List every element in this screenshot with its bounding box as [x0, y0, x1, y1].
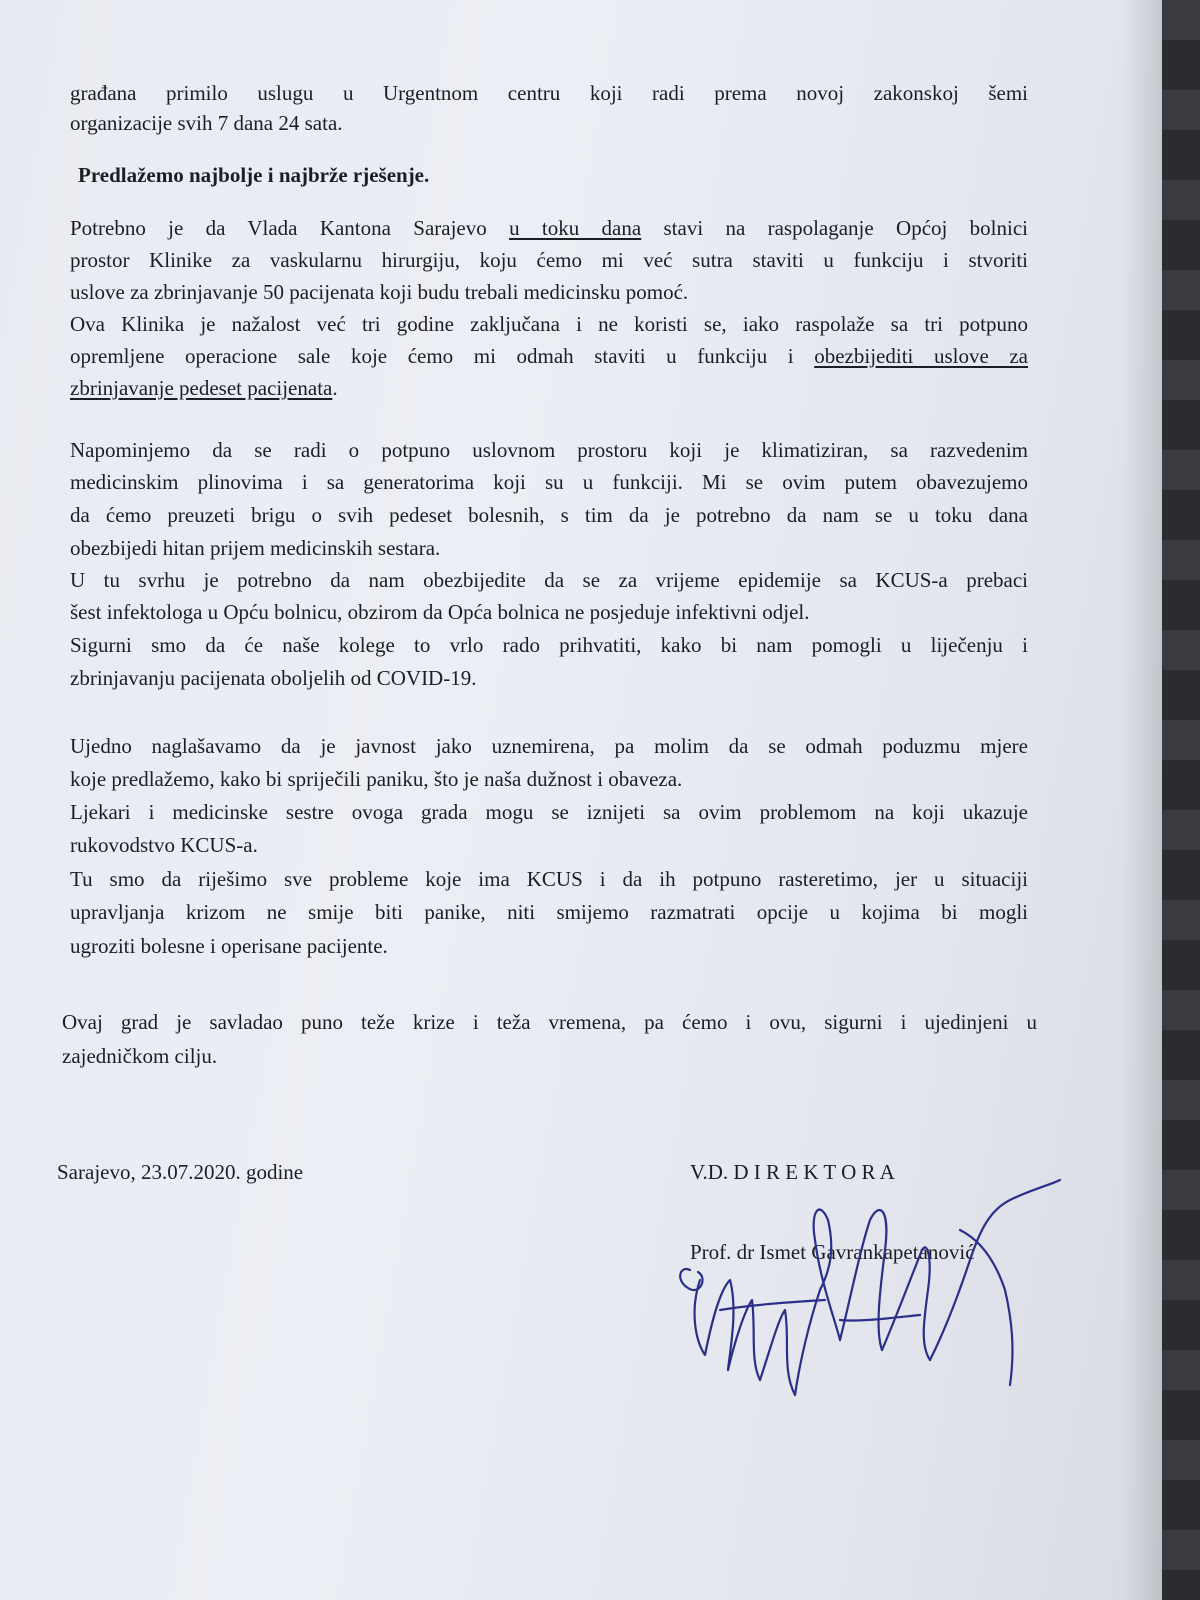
paragraph-1-line-2: prostor Klinike za vaskularnu hirurgiju, koju ćemo mi već sutra staviti u funkciju i stvoriti — [70, 248, 1028, 272]
paragraph-1-line-3: uslove za zbrinjavanje 50 pacijenata koji budu trebali medicinsku pomoć. — [70, 280, 689, 304]
paragraph-2-line-5: U tu svrhu je potrebno da nam obezbijedite da se za vrijeme epidemije sa KCUS-a prebaci — [70, 568, 1028, 592]
paragraph-3-line-6: upravljanja krizom ne smije biti panike, niti smijemo razmatrati opcije u kojima bi mogli — [70, 900, 1028, 924]
paragraph-1-line-4: Ova Klinika je nažalost već tri godine zaključana i ne koristi se, iako raspolaže sa tri potpuno — [70, 312, 1028, 336]
paragraph-4-line-1: Ovaj grad je savladao puno teže krize i teža vremena, pa ćemo i ovu, sigurni i ujedinjeni u — [62, 1010, 1037, 1034]
signatory-name: Prof. dr Ismet Gavrankapetanović — [690, 1240, 975, 1264]
paragraph-2-line-2: medicinskim plinovima i sa generatorima koji su u funkciji. Mi se ovim putem obavezujemo — [70, 470, 1028, 494]
paragraph-2-line-1: Napominjemo da se radi o potpuno uslovnom prostoru koji je klimatiziran, sa razvedenim — [70, 438, 1028, 462]
paragraph-2-line-3: da ćemo preuzeti brigu o svih pedeset bolesnih, s tim da je potrebno da nam se u toku dana — [70, 503, 1028, 527]
underlined-phrase-u-toku-dana: u toku dana — [509, 216, 642, 240]
paragraph-2-line-6: šest infektologa u Opću bolnicu, obzirom da Opća bolnica ne posjeduje infektivni odjel. — [70, 600, 810, 624]
section-heading: Predlažemo najbolje i najbrže rješenje. — [78, 163, 430, 187]
paragraph-2-line-8: zbrinjavanju pacijenata oboljelih od COVID-19. — [70, 666, 477, 690]
paragraph-1-line-5 — [70, 341, 1028, 373]
underlined-phrase-zbrinjavanje: zbrinjavanje pedeset pacijenata — [70, 376, 333, 400]
paragraph-1-line-1-text-a: Potrebno je da Vlada Kantona Sarajevo — [70, 216, 510, 240]
paragraph-3-line-3: Ljekari i medicinske sestre ovoga grada mogu se iznijeti sa ovim problemom na koji ukazuje — [70, 800, 1028, 824]
underlined-phrase-obezbijediti: obezbijediti uslove za — [814, 344, 1029, 368]
paragraph-2-line-7: Sigurni smo da će naše kolege to vrlo rado prihvatiti, kako bi nam pomogli u liječenju i — [70, 633, 1028, 657]
paragraph-1-line-1 — [70, 213, 1028, 245]
paragraph-3-line-5: Tu smo da riješimo sve probleme koje ima KCUS i da ih potpuno rasteretimo, jer u situaciji — [70, 867, 1028, 891]
paragraph-3-line-4: rukovodstvo KCUS-a. — [70, 833, 258, 857]
paragraph-intro-line-1: građana primilo uslugu u Urgentnom centru koji radi prema novoj zakonskoj šemi — [70, 81, 1028, 105]
page-edge-shadow — [1122, 0, 1162, 1600]
background-surface — [1162, 0, 1200, 1600]
paragraph-3-line-7: ugroziti bolesne i operisane pacijente. — [70, 934, 388, 958]
paragraph-3-line-1: Ujedno naglašavamo da je javnost jako uznemirena, pa molim da se odmah poduzmu mjere — [70, 734, 1028, 758]
paragraph-3-line-2: koje predlažemo, kako bi spriječili paniku, što je naša dužnost i obaveza. — [70, 767, 683, 791]
paragraph-4-line-2: zajedničkom cilju. — [62, 1044, 218, 1068]
place-date: Sarajevo, 23.07.2020. godine — [57, 1160, 304, 1184]
paragraph-1-line-6-text-b: . — [332, 376, 338, 400]
paragraph-1-line-1-text-b: stavi na raspolaganje Općoj bolnici — [641, 216, 1028, 240]
paragraph-intro-line-2: organizacije svih 7 dana 24 sata. — [70, 111, 343, 135]
paragraph-1-line-5-text-a: opremljene operacione sale koje ćemo mi odmah staviti u funkciju i — [70, 344, 815, 368]
handwritten-signature — [660, 1170, 1080, 1430]
paragraph-1-line-6 — [70, 373, 1028, 405]
paragraph-2-line-4: obezbijedi hitan prijem medicinskih sestara. — [70, 536, 441, 560]
signatory-role: V.D. D I R E K T O R A — [690, 1160, 895, 1184]
